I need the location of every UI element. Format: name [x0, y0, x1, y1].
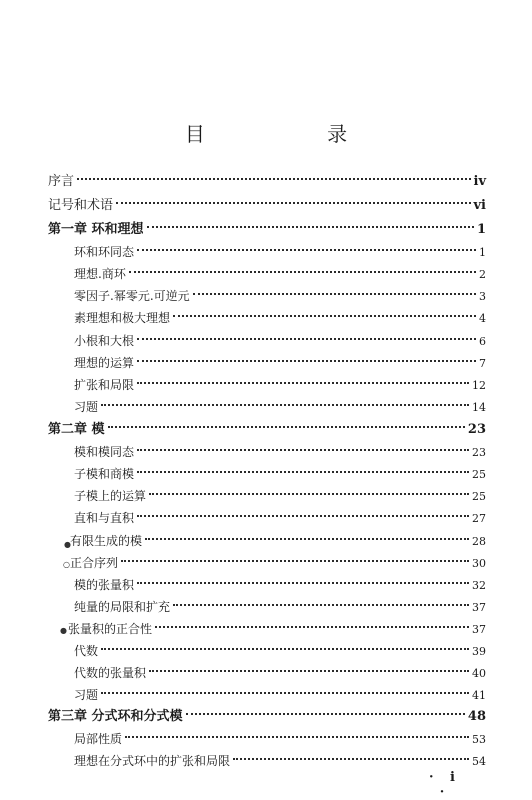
toc-section[interactable] [74, 374, 486, 396]
page-number-footer: · i · [429, 770, 461, 800]
toc-entry-page: 39 [472, 645, 486, 658]
toc-section[interactable] [70, 530, 486, 552]
toc-section[interactable] [74, 485, 486, 507]
dot-leader [108, 426, 465, 428]
toc-entry-page: 28 [472, 535, 486, 548]
dot-leader [173, 315, 476, 317]
toc-section-label: 局部性质 [74, 732, 123, 746]
toc-section-label: 直和与直积 [74, 511, 135, 525]
toc-entry-page: 53 [472, 733, 486, 746]
toc-section-label: 纯量的局限和扩充 [74, 600, 171, 614]
toc-section-label: 代数 [74, 644, 99, 658]
toc-section-label: 小根和大根 [74, 334, 135, 348]
dot-leader [145, 538, 469, 540]
toc-section[interactable] [74, 662, 486, 684]
toc-entry-page: 3 [479, 290, 486, 303]
toc-chapter-3[interactable] [48, 706, 486, 728]
toc-entry-page: 7 [479, 357, 486, 370]
toc-section-label: 张量积的正合性 [68, 622, 153, 636]
toc-section-label: 有限生成的模 [70, 534, 143, 548]
toc-section-label: 模和模同态 [74, 445, 135, 459]
toc-chapter-1[interactable] [48, 219, 486, 241]
dot-leader [137, 249, 476, 251]
dot-leader [125, 736, 469, 738]
toc-section-label: 子模和商模 [74, 467, 135, 481]
toc-section-label: 素理想和极大理想 [74, 311, 171, 325]
toc-section[interactable] [74, 307, 486, 329]
toc-section[interactable] [74, 507, 486, 529]
toc-section-label: 习题 [74, 400, 99, 414]
toc-entry-page: iv [473, 174, 486, 189]
dot-leader [137, 449, 469, 451]
toc-entry-page: 32 [472, 579, 486, 592]
toc-section[interactable] [74, 352, 486, 374]
dot-leader [77, 178, 470, 180]
toc-chapter-label: 第二章 模 [48, 422, 105, 437]
dot-leader [137, 360, 476, 362]
dot-leader [121, 560, 469, 562]
toc-entry-page: 41 [472, 689, 486, 702]
toc-section[interactable] [74, 640, 486, 662]
toc-entry-page: 54 [472, 755, 486, 768]
toc-entry-page: 2 [479, 268, 486, 281]
dot-leader [149, 493, 469, 495]
toc-section-label: 代数的张量积 [74, 666, 147, 680]
page-title: 目 录 [184, 122, 406, 146]
toc-chapter-label: 第三章 分式环和分式模 [48, 709, 183, 724]
toc-section[interactable] [74, 684, 486, 706]
toc-section-label: 子模上的运算 [74, 489, 147, 503]
toc-entry-page: 40 [472, 667, 486, 680]
toc-section[interactable] [74, 285, 486, 307]
toc-section[interactable] [74, 596, 486, 618]
toc-entry-page: 1 [476, 222, 486, 237]
toc-section[interactable] [74, 241, 486, 263]
dot-leader [137, 515, 469, 517]
dot-leader [147, 226, 474, 228]
toc-section[interactable] [74, 396, 486, 418]
toc-section[interactable] [74, 574, 486, 596]
toc-section[interactable] [74, 463, 486, 485]
toc-section-label: 习题 [74, 688, 99, 702]
dot-leader [193, 293, 476, 295]
toc-entry-page: 23 [467, 422, 486, 437]
toc-entry-page: 1 [479, 246, 486, 259]
toc-entry-page: 14 [472, 401, 486, 414]
dot-leader [116, 202, 470, 204]
dot-leader [101, 404, 469, 406]
toc-section[interactable] [70, 552, 486, 574]
ink-mark: ● [60, 626, 67, 635]
toc-section[interactable] [68, 618, 486, 640]
ink-mark: ● [64, 540, 71, 549]
ink-mark: ○ [63, 560, 70, 569]
toc-entry-preface[interactable] [48, 171, 486, 193]
dot-leader [137, 382, 469, 384]
toc-entry-page: 48 [467, 709, 486, 724]
toc-section-label: 理想在分式环中的扩张和局限 [74, 754, 231, 768]
dot-leader [155, 626, 469, 628]
toc-entry-page: 25 [472, 468, 486, 481]
toc-section[interactable] [74, 441, 486, 463]
toc-section[interactable] [74, 728, 486, 750]
toc-entry-notation[interactable] [48, 195, 486, 217]
dot-leader [149, 670, 469, 672]
toc-entry-label: 记号和术语 [48, 198, 114, 213]
toc-entry-page: 6 [479, 335, 486, 348]
dot-leader [137, 582, 469, 584]
toc-section-label: 正合序列 [70, 556, 119, 570]
toc-chapter-label: 第一章 环和理想 [48, 222, 144, 237]
toc-entry-page: 4 [479, 312, 486, 325]
toc-section[interactable] [74, 750, 486, 772]
toc-section-label: 零因子.幂零元.可逆元 [74, 289, 190, 303]
toc-section-label: 模的张量积 [74, 578, 135, 592]
dot-leader [137, 471, 469, 473]
toc-section[interactable] [74, 330, 486, 352]
dot-leader [173, 604, 469, 606]
toc-entry-page: 23 [472, 446, 486, 459]
toc-section-label: 理想的运算 [74, 356, 135, 370]
toc-entry-page: 12 [472, 379, 486, 392]
toc-entry-page: vi [473, 198, 486, 213]
toc-entry-label: 序言 [48, 174, 75, 189]
dot-leader [129, 271, 476, 273]
dot-leader [186, 713, 465, 715]
toc-section-label: 扩张和局限 [74, 378, 135, 392]
dot-leader [101, 648, 469, 650]
dot-leader [233, 758, 469, 760]
toc-entry-page: 25 [472, 490, 486, 503]
toc-section-label: 环和环同态 [74, 245, 135, 259]
toc-chapter-2[interactable] [48, 419, 486, 441]
toc-entry-page: 27 [472, 512, 486, 525]
toc-entry-page: 30 [472, 557, 486, 570]
toc-section[interactable] [74, 263, 486, 285]
dot-leader [101, 692, 469, 694]
dot-leader [137, 338, 476, 340]
toc-entry-page: 37 [472, 601, 486, 614]
toc-section-label: 理想.商环 [74, 267, 126, 281]
toc-entry-page: 37 [472, 623, 486, 636]
